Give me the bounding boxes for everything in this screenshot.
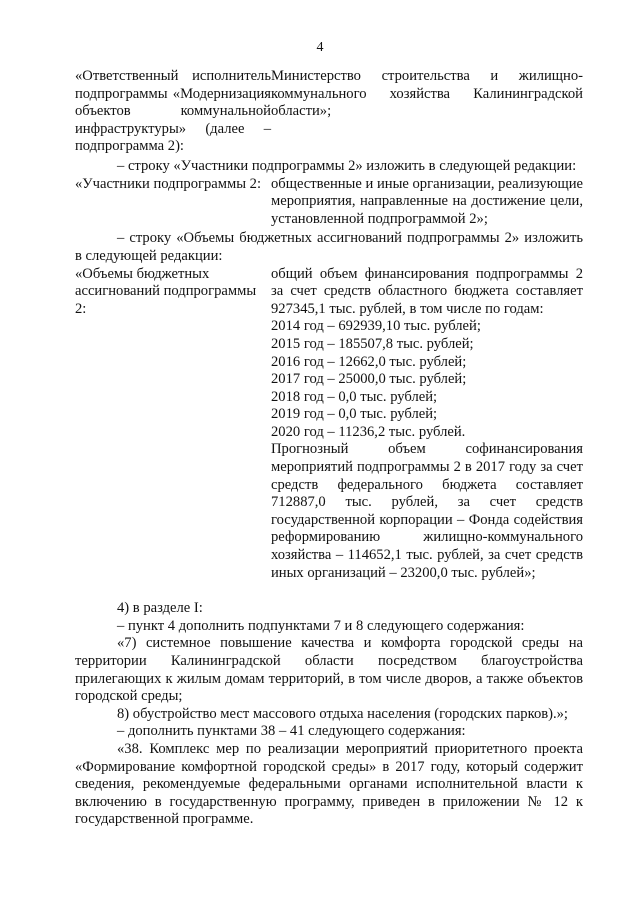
table-row-responsible <box>75 68 583 156</box>
paragraph: «38. Комплекс мер по реализации мероприятий приоритетного проекта «Формирование комфортной городской среды» в 2017 году, который содержит сведения, рекомендуемые федеральными органами исполнительной власти к включению в государственную программу, приведен в приложении № 12 к государственной программе. <box>75 740 583 828</box>
paragraph: 8) обустройство мест массового отдыха населения (городских парков).»; <box>117 705 568 722</box>
year-line: 2017 год – 25000,0 тыс. рублей; <box>271 371 467 388</box>
year-line: 2019 год – 0,0 тыс. рублей; <box>271 406 438 423</box>
forecast-text: Прогнозный объем софинансирования мероприятий подпрограммы 2 в 2017 году за счет средств федерального бюджета составляет 712887,0 тыс. рублей, за счет средств государственной корпорации – Фонда содействия реформированию жилищно-коммунального хозяйства – 114652,1 тыс. рублей, за счет средств иных организаций – 23200,0 тыс. рублей»; <box>271 441 583 581</box>
volumes-intro: общий объем финансирования подпрограммы 2 за счет средств областного бюджета составляет 927345,1 тыс. рублей, в том числе по годам: <box>271 265 583 317</box>
year-line: 2016 год – 12662,0 тыс. рублей; <box>271 353 467 370</box>
year-line: 2018 год – 0,0 тыс. рублей; <box>271 388 438 405</box>
table-row-volumes <box>75 266 583 583</box>
paragraph: – пункт 4 дополнить подпунктами 7 и 8 следующего содержания: <box>117 617 525 634</box>
instruction-volumes: – строку «Объемы бюджетных ассигнований подпрограммы 2» изложить в следующей редакции: <box>75 230 583 264</box>
year-line: 2020 год – 11236,2 тыс. рублей. <box>271 423 466 440</box>
row-label-responsible: «Ответственный исполнитель подпрограммы «Модернизация объектов коммунальной инфраструктуры» (далее – подпрограмма 2): <box>75 68 271 155</box>
paragraph: «7) системное повышение качества и комфорта городской среды на территории Калининградской области посредством благоустройства прилегающих к жилым домам территорий, в том числе дворов, а также объектов городской среды; <box>75 635 583 705</box>
row-label-volumes: «Объемы бюджетных ассигнований подпрограммы 2: <box>75 265 257 317</box>
instruction-participants: – строку «Участники подпрограммы 2» изложить в следующей редакции: <box>117 157 577 174</box>
paragraph: – дополнить пунктами 38 – 41 следующего содержания: <box>117 723 466 740</box>
year-line: 2014 год – 692939,10 тыс. рублей; <box>271 318 481 335</box>
document-body <box>75 68 583 829</box>
row-value-responsible: Министерство строительства и жилищно-коммунального хозяйства Калининградской области»; <box>271 68 583 120</box>
row-label-participants: «Участники подпрограммы 2: <box>75 175 262 192</box>
year-line: 2015 год – 185507,8 тыс. рублей; <box>271 335 474 352</box>
row-value-volumes <box>271 266 583 583</box>
paragraph: 4) в разделе I: <box>117 600 203 617</box>
table-row-participants <box>75 176 583 229</box>
row-value-participants: общественные и иные организации, реализующие мероприятия, направленные на достижение цели, установленной подпрограммой 2»; <box>271 175 583 227</box>
page-number: 4 <box>316 40 324 55</box>
